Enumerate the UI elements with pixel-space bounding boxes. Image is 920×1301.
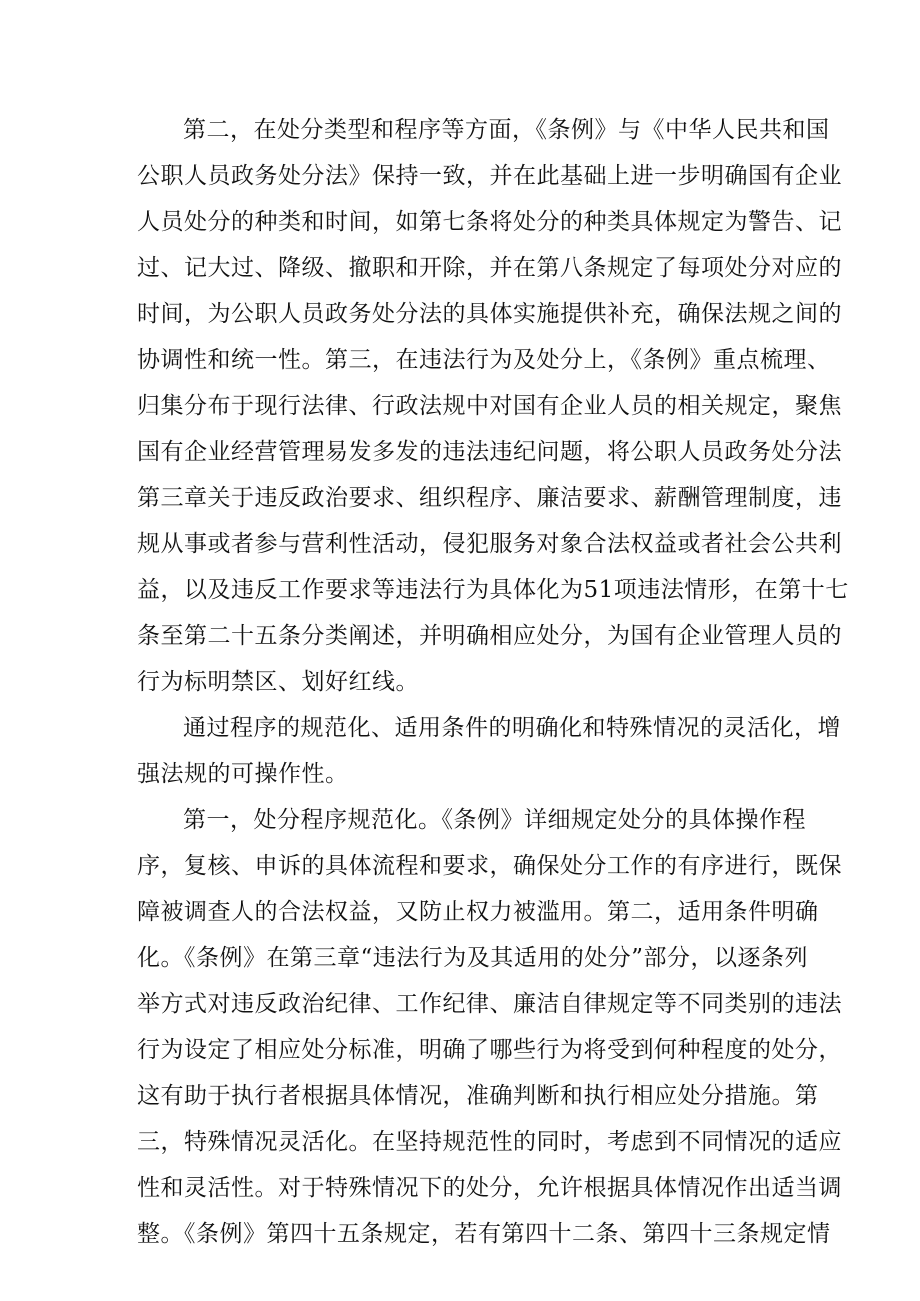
paragraph-line: 化。《条例》在第三章“违法行为及其适用的处分”部分，以逐条列 xyxy=(137,945,809,971)
paragraph-line: 行为标明禁区、划好红线。 xyxy=(137,669,419,695)
paragraph-line: 行为设定了相应处分标准，明确了哪些行为将受到何种程度的处分， xyxy=(137,1037,842,1063)
paragraph-line: 序，复核、申诉的具体流程和要求，确保处分工作的有序进行，既保 xyxy=(137,853,842,879)
paragraph-line: 障被调查人的合法权益，又防止权力被滥用。第二，适用条件明确 xyxy=(137,899,819,925)
paragraph-line: 性和灵活性。对于特殊情况下的处分，允许根据具体情况作出适当调 xyxy=(137,1175,842,1201)
paragraph-line: 协调性和统一性。第三，在违法行为及处分上，《条例》重点梳理、 xyxy=(137,347,831,373)
document-body xyxy=(137,107,849,1257)
paragraph-line: 这有助于执行者根据具体情况，准确判断和执行相应处分措施。第 xyxy=(137,1083,819,1109)
paragraph-line: 过、记大过、降级、撤职和开除，并在第八条规定了每项处分对应的 xyxy=(137,255,842,281)
paragraph-line: 强法规的可操作性。 xyxy=(137,761,349,787)
paragraph-line: 益，以及违反工作要求等违法行为具体化为51项违法情形，在第十七 xyxy=(137,577,849,603)
paragraph-line: 第一，处分程序规范化。《条例》详细规定处分的具体操作程 xyxy=(183,807,806,833)
paragraph-line: 条至第二十五条分类阐述，并明确相应处分，为国有企业管理人员的 xyxy=(137,623,842,649)
paragraph-line: 举方式对违反政治纪律、工作纪律、廉洁自律规定等不同类别的违法 xyxy=(137,991,842,1017)
paragraph-line: 整。《条例》第四十五条规定，若有第四十二条、第四十三条规定情 xyxy=(137,1221,831,1247)
paragraph-line: 第三章关于违反政治要求、组织程序、廉洁要求、薪酬管理制度，违 xyxy=(137,485,842,511)
paragraph-line: 公职人员政务处分法》保持一致，并在此基础上进一步明确国有企业 xyxy=(137,163,842,189)
paragraph-line: 人员处分的种类和时间，如第七条将处分的种类具体规定为警告、记 xyxy=(137,209,842,235)
paragraph-line: 规从事或者参与营利性活动，侵犯服务对象合法权益或者社会公共利 xyxy=(137,531,842,557)
paragraph-line: 时间，为公职人员政务处分法的具体实施提供补充，确保法规之间的 xyxy=(137,301,842,327)
paragraph-line: 归集分布于现行法律、行政法规中对国有企业人员的相关规定，聚焦 xyxy=(137,393,842,419)
paragraph-line: 国有企业经营管理易发多发的违法违纪问题，将公职人员政务处分法 xyxy=(137,439,842,465)
paragraph-line: 三，特殊情况灵活化。在坚持规范性的同时，考虑到不同情况的适应 xyxy=(137,1129,842,1155)
paragraph-line: 第二，在处分类型和程序等方面，《条例》与《中华人民共和国 xyxy=(183,117,830,143)
paragraph-line: 通过程序的规范化、适用条件的明确化和特殊情况的灵活化，增 xyxy=(183,715,841,741)
